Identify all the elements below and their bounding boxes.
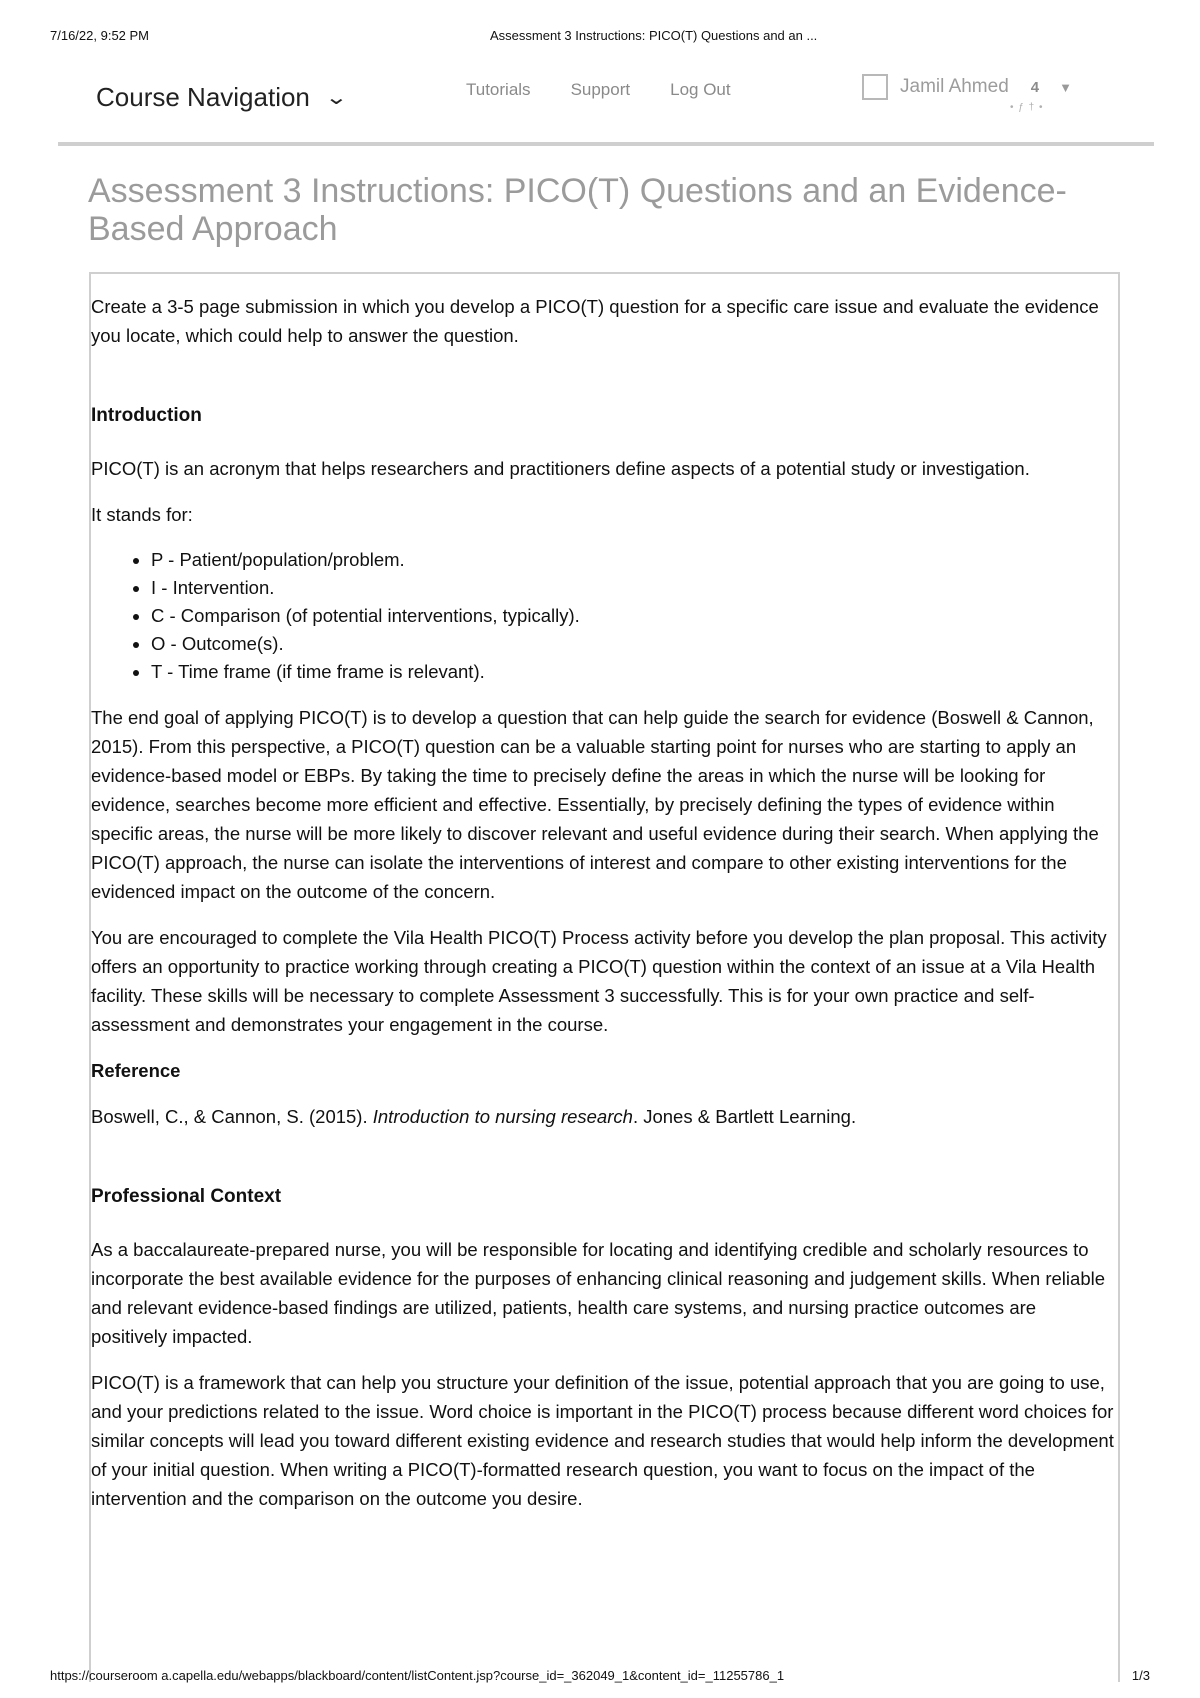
intro-paragraph: Create a 3-5 page submission in which you develop a PICO(T) question for a specific care issue and evaluate the evidence you locate, which could help to answer the question. [91, 296, 1099, 346]
print-url: https://courseroom a.capella.edu/webapps/blackboard/content/listContent.jsp?course_id=_362049_1&content_id=_11255786_1 [50, 1668, 785, 1683]
introduction-paragraph-3: You are encouraged to complete the Vila Health PICO(T) Process activity before you develop the plan proposal. This activity offers an opportunity to practice working through creating a PICO(T) question within the context of an issue at a Vila Health facility. These skills will be necessary to complete Assessment 3 successfully. This is for your own practice and self-assessment and demonstrates your engagement in the course. [91, 927, 1107, 1035]
user-avatar-checkbox[interactable] [862, 74, 888, 100]
user-subtext: • ƒ † • [1010, 102, 1044, 113]
top-navigation-bar [58, 62, 1154, 146]
notification-badge[interactable]: 4 [1030, 78, 1040, 96]
introduction-paragraph-1: PICO(T) is an acronym that helps researchers and practitioners define aspects of a potential study or investigation. [91, 458, 1030, 479]
nav-link-tutorials[interactable]: Tutorials [466, 80, 531, 99]
course-navigation-label: Course Navigation [96, 82, 310, 112]
list-item: • P - Patient/population/problem. [151, 546, 1114, 574]
reference-book-title: Introduction to nursing research [372, 1106, 633, 1127]
page-title: Assessment 3 Instructions: PICO(T) Questions and an Evidence-Based Approach [88, 172, 1067, 248]
chevron-down-icon: ⌄ [324, 87, 349, 109]
user-menu[interactable] [862, 74, 1072, 100]
introduction-heading: Introduction [91, 405, 202, 426]
introduction-paragraph-2: The end goal of applying PICO(T) is to develop a question that can help guide the search for evidence (Boswell & Cannon, 2015). From this perspective, a PICO(T) question can be a valuable starting point for nurses who are starting to apply an evidence-based model or EBPs. By taking the time to precisely define the areas in which the nurse will be looking for evidence, searches become more efficient and effective. Essentially, by precisely defining the types of evidence within specific areas, the nurse will be more likely to discover relevant and useful evidence during their search. When applying the PICO(T) approach, the nurse can isolate the interventions of interest and compare to other existing interventions for the evidenced impact on the outcome of the concern. [91, 707, 1099, 902]
nav-link-support[interactable]: Support [570, 80, 631, 99]
user-name[interactable]: Jamil Ahmed [900, 76, 1009, 97]
print-datetime: 7/16/22, 9:52 PM [50, 28, 150, 43]
course-navigation-dropdown[interactable] [96, 82, 349, 113]
reference-heading: Reference [91, 1060, 181, 1081]
print-header [50, 28, 1150, 48]
print-page-title: Assessment 3 Instructions: PICO(T) Questions and an ... [490, 28, 818, 43]
professional-paragraph-2: PICO(T) is a framework that can help you structure your definition of the issue, potential approach that you are going to use, and your predictions related to the issue. Word choice is important in the PICO(T) process because different word choices for similar concepts will lead you toward different existing evidence and research studies that would help inform the development of your initial question. When writing a PICO(T)-formatted research question, you want to focus on the impact of the intervention and the comparison on the outcome you desire. [91, 1372, 1114, 1509]
professional-paragraph-1: As a baccalaureate-prepared nurse, you will be responsible for locating and identifying credible and scholarly resources to incorporate the best available evidence for the purposes of enhancing clinical reasoning and judgement skills. When reliable and relevant evidence-based findings are utilized, patients, health care systems, and nursing practice outcomes are positively impacted. [91, 1239, 1106, 1347]
professional-context-heading: Professional Context [91, 1186, 282, 1207]
stands-for-text: It stands for: [91, 504, 193, 525]
content-area [89, 272, 1120, 1682]
list-item: • O - Outcome(s). [151, 630, 1114, 658]
reference-authors: Boswell, C., & Cannon, S. (2015). [91, 1106, 373, 1127]
caret-down-icon[interactable]: ▼ [1059, 79, 1072, 95]
nav-link-logout[interactable]: Log Out [670, 80, 731, 99]
list-item: • C - Comparison (of potential interventions, typically). [151, 602, 1114, 630]
list-item: • I - Intervention. [151, 574, 1114, 602]
list-item: • T - Time frame (if time frame is relevant). [151, 658, 1114, 686]
print-page-number: 1/3 [1131, 1668, 1150, 1683]
nav-links [466, 80, 731, 100]
reference-entry [91, 1102, 1114, 1131]
reference-publisher: . Jones & Bartlett Learning. [632, 1106, 857, 1127]
pico-list [91, 546, 1114, 686]
